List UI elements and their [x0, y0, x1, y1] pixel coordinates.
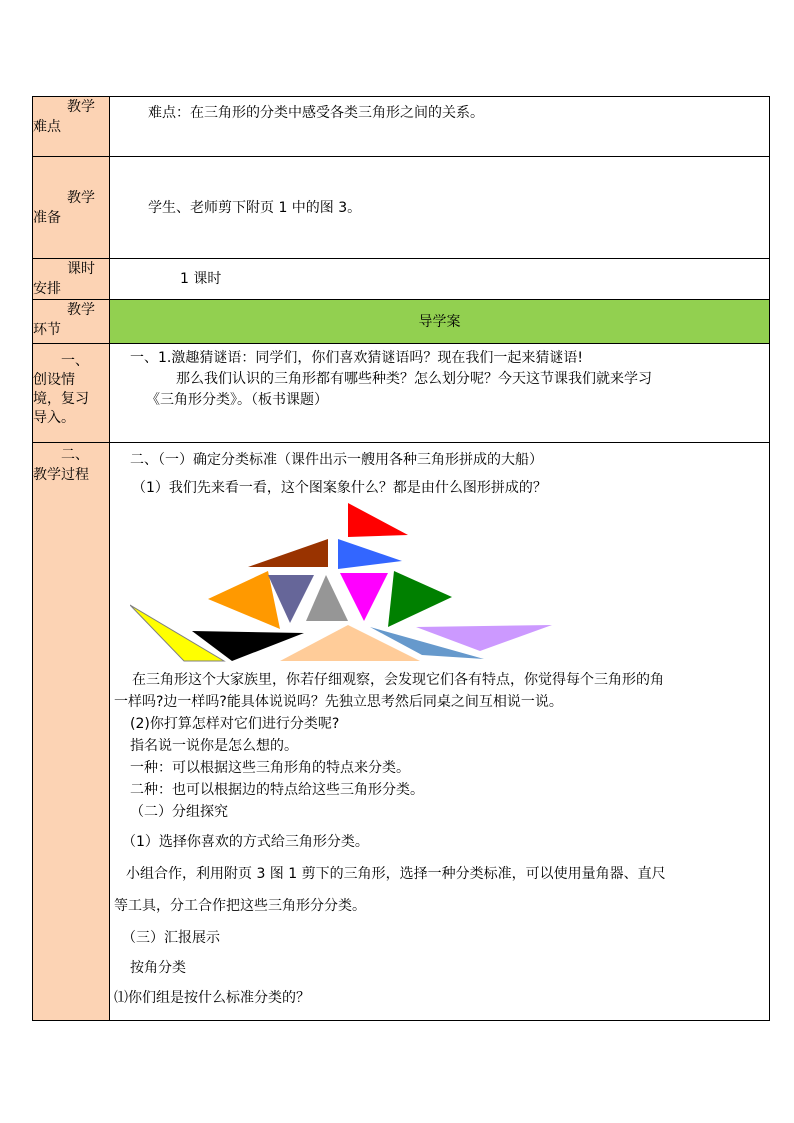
row-stage: [33, 300, 770, 344]
magenta-triangle: [340, 573, 388, 621]
process-l9: （二）分组探究: [130, 804, 228, 820]
process-l6: 指名说一说你是怎么想的。: [130, 738, 298, 754]
orange-triangle: [208, 571, 280, 629]
process-l15: ⑴你们组是按什么标准分类的？: [114, 990, 310, 1006]
process-l14: 按角分类: [130, 960, 186, 976]
process-l2: （1）我们先来看一看，这个图案象什么？都是由什么图形拼成的？: [132, 480, 547, 496]
label-intro-d: 导入。: [33, 410, 75, 426]
blue-triangle: [338, 539, 402, 569]
label-hours-b: 安排: [33, 281, 61, 297]
prep-text: 学生、老师剪下附页 1 中的图 3。: [148, 199, 362, 216]
label-difficulty-b: 难点: [33, 119, 61, 135]
row-process: [33, 443, 770, 1021]
intro-line2: 那么我们认识的三角形都有哪些种类？怎么划分呢？今天这节课我们就来学习: [176, 371, 652, 387]
stage-header: [110, 300, 770, 344]
label-difficulty-a: 教学: [67, 99, 95, 115]
process-l13: （三）汇报展示: [122, 930, 220, 946]
label-process-a: 二、: [61, 447, 89, 463]
hours-text: 1 课时: [180, 271, 222, 287]
intro-line1: 一、1.激趣猜谜语：同学们，你们喜欢猜谜语吗？现在我们一起来猜谜语!: [130, 350, 583, 366]
process-l11: 小组合作，利用附页 3 图 1 剪下的三角形，选择一种分类标准，可以使用量角器、直尺: [126, 866, 666, 882]
brown-triangle: [248, 539, 328, 567]
row-difficulty: [33, 97, 770, 157]
process-l3: 在三角形这个大家族里，你若仔细观察，会发现它们各有特点，你觉得每个三角形的角: [132, 672, 664, 688]
content-hours: [110, 259, 770, 300]
process-l4: 一样吗?边一样吗?能具体说说吗？先独立思考然后同桌之间互相说一说。: [114, 694, 563, 710]
intro-line3: 《三角形分类》。（板书课题）: [146, 392, 328, 408]
label-hours: [33, 259, 110, 300]
label-process-b: 教学过程: [33, 467, 89, 483]
label-intro-b: 创设情: [33, 372, 75, 388]
content-prep: [110, 157, 770, 259]
row-prep: [33, 157, 770, 259]
label-prep: [33, 157, 110, 259]
label-prep-a: 教学: [67, 189, 95, 206]
gray-triangle: [306, 575, 348, 621]
difficulty-text: 难点：在三角形的分类中感受各类三角形之间的关系。: [148, 105, 484, 121]
label-stage-a: 教学: [67, 302, 95, 318]
green-triangle: [388, 571, 452, 627]
content-process: [110, 443, 770, 1021]
label-intro-c: 境，复习: [33, 391, 89, 407]
label-intro-a: 一、: [61, 353, 89, 369]
red-triangle: [348, 503, 408, 537]
process-l1: 二、（一）确定分类标准（课件出示一艘用各种三角形拼成的大船）: [130, 452, 543, 468]
label-stage: [33, 300, 110, 344]
label-hours-a: 课时: [67, 261, 95, 277]
label-prep-b: 准备: [33, 209, 61, 226]
lesson-plan-table: [32, 96, 770, 1021]
process-l10: （1）选择你喜欢的方式给三角形分类。: [122, 834, 369, 850]
content-difficulty: [110, 97, 770, 157]
row-hours: [33, 259, 770, 300]
label-stage-b: 环节: [33, 322, 61, 338]
label-difficulty: [33, 97, 110, 157]
process-l12: 等工具，分工合作把这些三角形分分类。: [114, 898, 366, 914]
content-intro: [110, 344, 770, 443]
row-intro: [33, 344, 770, 443]
peach-triangle: [280, 625, 420, 661]
label-process: [33, 443, 110, 1021]
process-l5: (2)你打算怎样对它们进行分类呢?: [130, 716, 340, 732]
process-l8: 二种：也可以根据边的特点给这些三角形分类。: [130, 782, 424, 798]
stage-text: 导学案: [418, 313, 461, 330]
process-body: [110, 669, 769, 823]
process-l7: 一种：可以根据这些三角形角的特点来分类。: [130, 760, 410, 776]
triangle-boat-figure: [130, 501, 580, 663]
label-intro: [33, 344, 110, 443]
